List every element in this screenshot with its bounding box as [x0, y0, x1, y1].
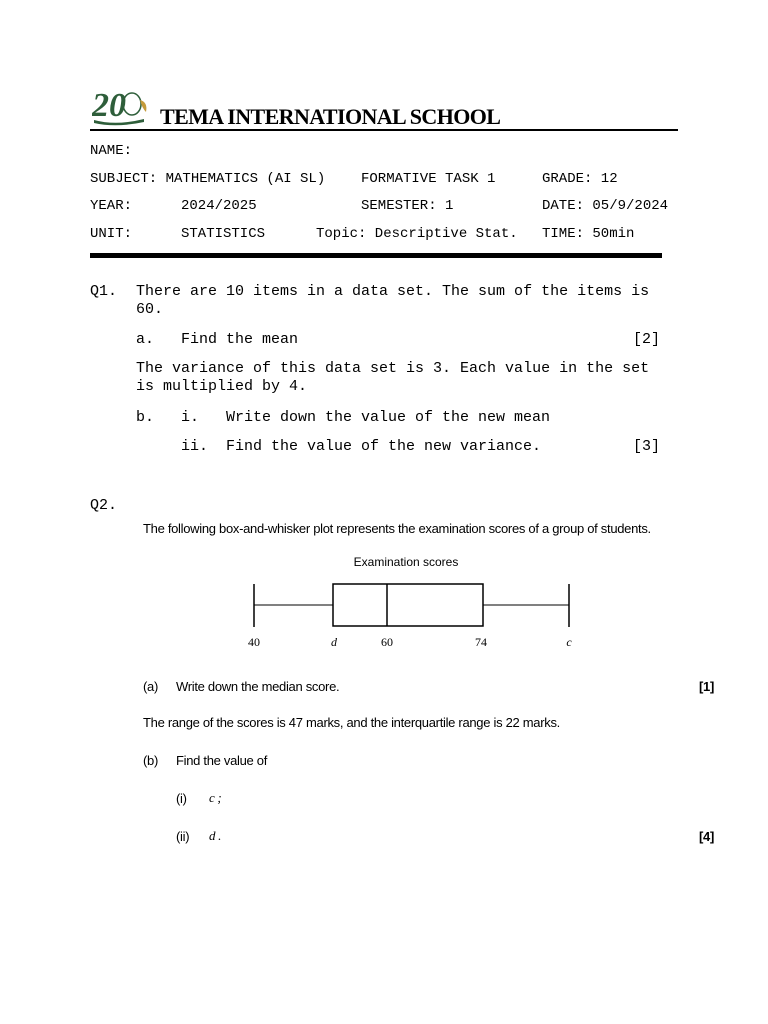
tick-label-max: c [566, 635, 572, 649]
grade-field: GRADE: 12 [542, 171, 618, 187]
q2-intro: The following box-and-whisker plot represents the examination scores of a group of students. [143, 521, 651, 536]
q1-info-line1: The variance of this data set is 3. Each value in the set [136, 360, 650, 377]
box-plot [230, 548, 600, 654]
q1a-text: Find the mean [181, 331, 299, 348]
name-label: NAME: [90, 143, 133, 159]
q1-text-line1: There are 10 items in a data set. The sum of the items is [136, 283, 650, 300]
time-field: TIME: 50min [542, 226, 635, 242]
logo-anniversary-number: 20 [92, 87, 126, 124]
q1a-label: a. [136, 331, 155, 348]
semester-field: SEMESTER: 1 [361, 198, 454, 214]
q2a-marks: [1] [699, 679, 714, 694]
section-divider [90, 253, 662, 258]
q2bii-text: d . [209, 828, 222, 843]
q1b-marks: [3] [633, 438, 661, 455]
school-logo [92, 86, 150, 126]
q2b-marks: [4] [699, 829, 714, 844]
q2a-label: (a) [143, 679, 158, 694]
q1-number: Q1. [90, 283, 118, 300]
q1b-label: b. [136, 409, 155, 426]
school-name: TEMA INTERNATIONAL SCHOOL [160, 104, 501, 129]
q2bii-label: (ii) [176, 829, 190, 844]
q2-info: The range of the scores is 47 marks, and the interquartile range is 22 marks. [143, 715, 560, 730]
q2-number: Q2. [90, 497, 118, 514]
q2a-text: Write down the median score. [176, 679, 340, 694]
tick-label-q3: 74 [475, 635, 487, 649]
q1-text-line2: 60. [136, 301, 164, 318]
year-value: 2024/2025 [181, 198, 257, 214]
year-label: YEAR: [90, 198, 133, 214]
q2bi-text: c ; [209, 790, 222, 805]
task-field: FORMATIVE TASK 1 [361, 171, 496, 187]
q1bii-text: Find the value of the new variance. [226, 438, 542, 455]
plot-title: Examination scores [353, 555, 459, 569]
q1bi-label: i. [181, 409, 200, 426]
topic-field: Topic: Descriptive Stat. [316, 226, 518, 242]
iqr-box [333, 584, 483, 626]
date-field: DATE: 05/9/2024 [542, 198, 669, 214]
header-divider [90, 129, 678, 131]
unit-label: UNIT: [90, 226, 133, 242]
unit-value: STATISTICS [181, 226, 266, 242]
subject-field: SUBJECT: MATHEMATICS (AI SL) [90, 171, 326, 187]
q2b-label: (b) [143, 753, 158, 768]
tick-label-min: 40 [248, 635, 260, 649]
q1bii-label: ii. [181, 438, 209, 455]
q2b-text: Find the value of [176, 753, 268, 768]
tick-label-q1: d [331, 635, 337, 649]
q1bi-text: Write down the value of the new mean [226, 409, 551, 426]
q2bi-label: (i) [176, 791, 187, 806]
q1-info-line2: is multiplied by 4. [136, 378, 308, 395]
tick-label-median: 60 [381, 635, 393, 649]
q1a-marks: [2] [633, 331, 661, 348]
